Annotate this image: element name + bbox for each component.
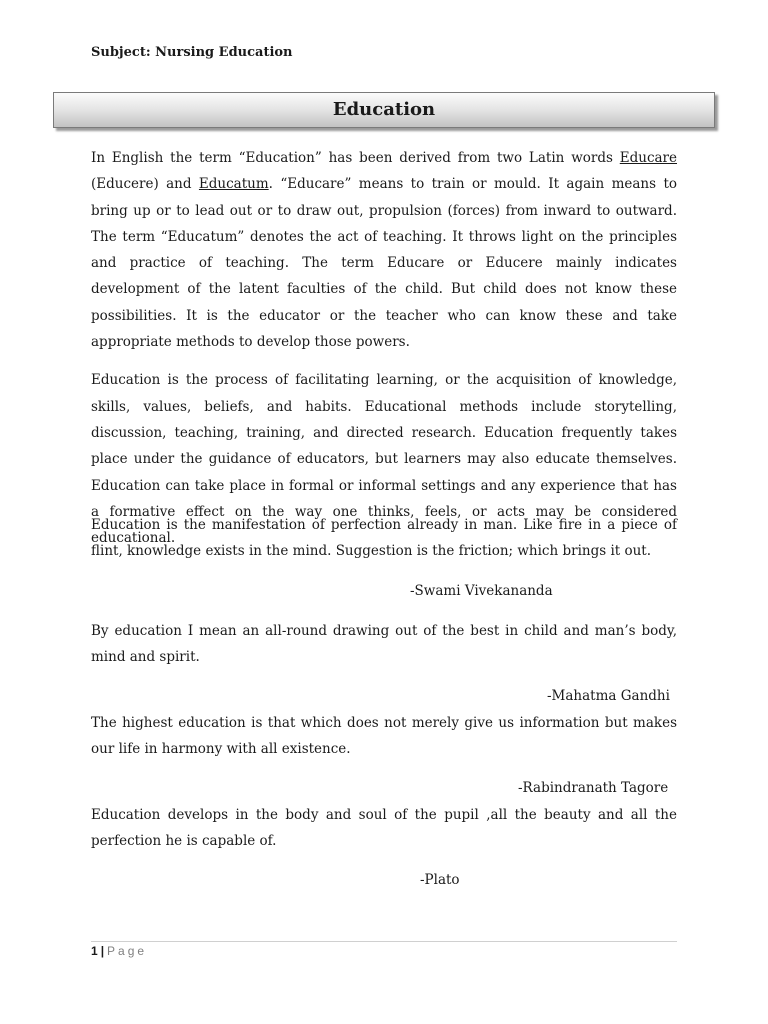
quote-text: Education is the manifestation of perfection already in man. Like fire in a piece of flint, knowledge exists in the mind. Suggestion is the friction; which brings it out. [91,517,677,560]
paragraph-etymology [91,145,677,355]
quote-text: The highest education is that which does not merely give us information but makes our life in harmony with all existence. [91,715,677,758]
quote-author: -Mahatma Gandhi [547,688,670,704]
underlined-term-educare: Educare [619,150,677,166]
paragraph-text: In English the term “Education” has been derived from two Latin words [91,150,620,166]
page-footer [91,944,147,958]
body-content [91,145,677,551]
quote-author: -Swami Vivekananda [410,583,553,599]
quote-text: Education develops in the body and soul of the pupil ,all the beauty and all the perfection he is capable of. [91,807,677,850]
section-title: Education [53,92,715,128]
page-label: Page [107,944,148,958]
quote-text: By education I mean an all-round drawing out of the best in child and man’s body, mind and spirit. [91,623,677,666]
quote-author: -Rabindranath Tagore [518,780,669,796]
paragraph-text: . “Educare” means to train or mould. It again means to bring up or to lead out or to draw out, propulsion (forces) from inward to outward. The term “Educatum” denotes the act of teaching. It throws light on the principles and practice of teaching. The term Educare or Educere mainly indicates development of the latent faculties of the child. But child does not know these possibilities. It is the educator or the teacher who can know these and take appropriate methods to develop those powers. [91,176,677,351]
quote-author: -Plato [420,872,460,888]
paragraph-text: (Educere) and [91,176,199,193]
underlined-term-educatum: Educatum [198,176,269,193]
document-subject: Subject: Nursing Education [91,45,293,60]
paragraph-definition: Education is the process of facilitating learning, or the acquisition of knowledge, skills, values, beliefs, and habits. Educational methods include storytelling, discussion, teaching, training, and directed research. Education frequently takes place under the guidance of educators, but learners may also educate themselves. Education can take place in formal or informal settings and any experience that has a formative effect on the way one thinks, feels, or acts may be considered educational. [91,372,677,547]
footer-divider [91,941,677,942]
footer-separator: | [100,944,105,958]
page-number: 1 [91,944,98,958]
